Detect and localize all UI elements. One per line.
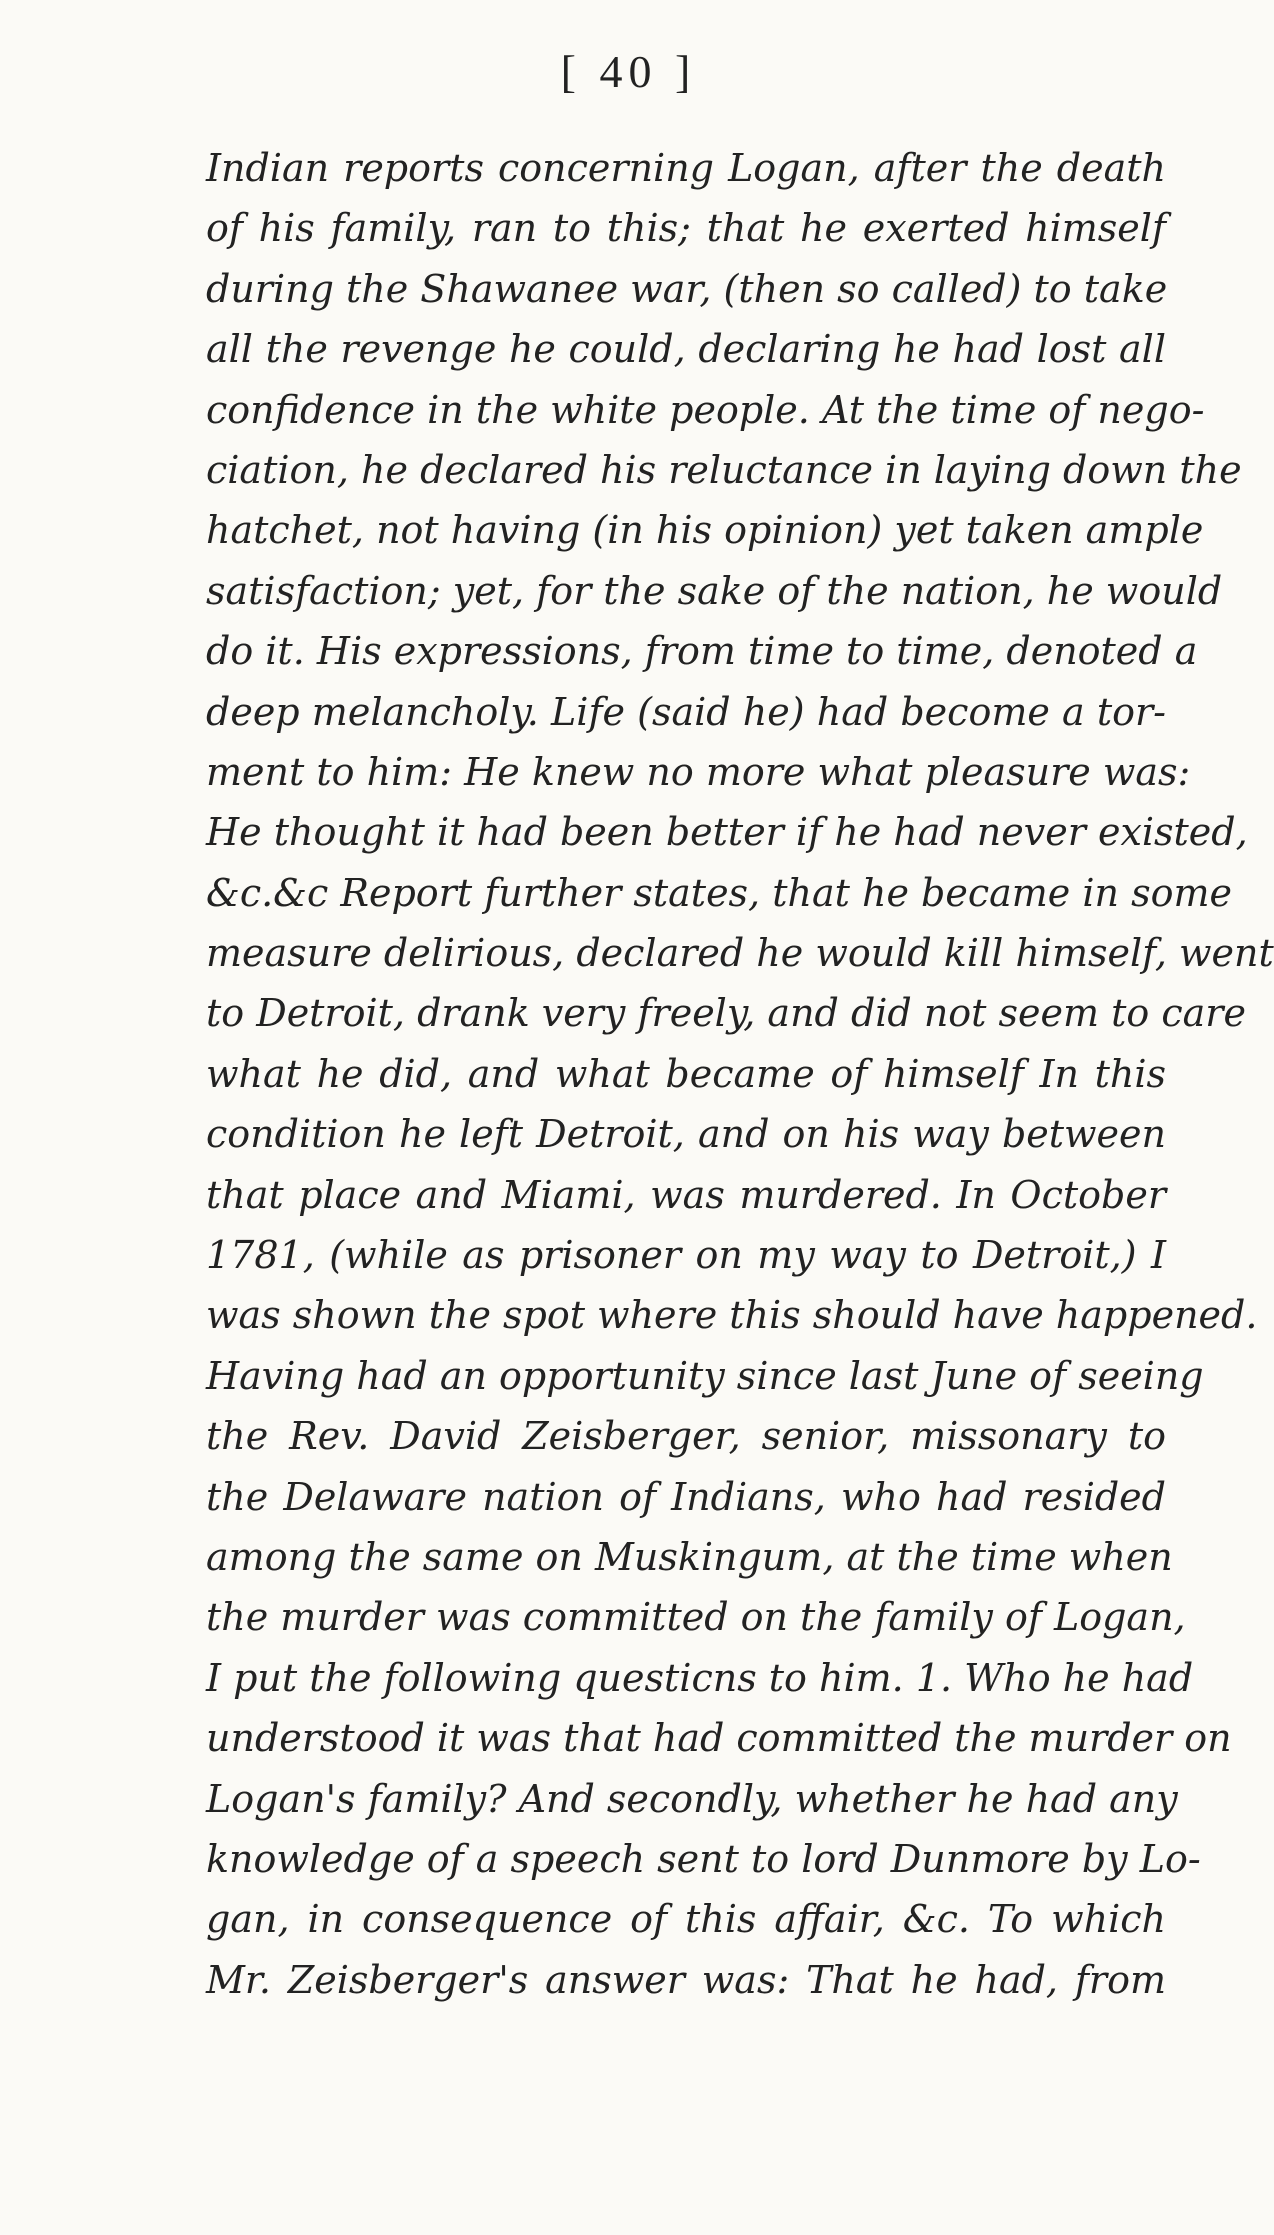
text-line: Having had an opportunity since last June of seeing [206, 1353, 1204, 1398]
text-line: measure delirious, declared he would kill himself, went [206, 931, 1274, 976]
text-line: Logan's family? And secondly, whether he had any [206, 1776, 1178, 1821]
text-line: Indian reports concerning Logan, after the death [206, 146, 1166, 190]
text-line: &c.&c Report further states, that he became in some [206, 870, 1232, 915]
text-line: all the revenge he could, declaring he had lost all [206, 327, 1166, 372]
page-number: [ 40 ] [560, 46, 697, 97]
text-line: I put the following questicns to him. 1. Who he had [206, 1655, 1194, 1700]
text-line: confidence in the white people. At the time of nego- [206, 387, 1205, 432]
text-line: the murder was committed on the family of Logan, [206, 1595, 1186, 1640]
text-line: was shown the spot where this should have happened. [206, 1293, 1258, 1338]
text-line: gan, in consequence of this affair, &c. To which [206, 1897, 1166, 1942]
text-line: understood it was that had committed the murder on [206, 1716, 1232, 1761]
text-line: condition he left Detroit, and on his way between [206, 1112, 1166, 1157]
text-line: Mr. Zeisberger's answer was: That he had, from [206, 1957, 1166, 2002]
text-line: the Rev. David Zeisberger, senior, missonary to [206, 1414, 1166, 1459]
text-line: hatchet, not having (in his opinion) yet taken ample [206, 508, 1204, 553]
text-line: He thought it had been better if he had never existed, [206, 810, 1248, 855]
text-line: of his family, ran to this; that he exerted himself [206, 206, 1166, 251]
text-line: to Detroit, drank very freely, and did not seem to care [206, 991, 1246, 1036]
text-line: do it. His expressions, from time to time, denoted a [206, 629, 1198, 674]
text-line: deep melancholy. Life (said he) had become a tor- [206, 689, 1166, 734]
text-line: the Delaware nation of Indians, who had resided [206, 1474, 1166, 1519]
text-line: 1781, (while as prisoner on my way to Detroit,) I [206, 1233, 1166, 1278]
text-line: ciation, he declared his reluctance in laying down the [206, 447, 1242, 492]
text-line: during the Shawanee war, (then so called) to take [206, 266, 1168, 311]
text-line: what he did, and what became of himself In this [206, 1051, 1166, 1096]
text-line: satisfaction; yet, for the sake of the nation, he would [206, 568, 1223, 613]
text-line: that place and Miami, was murdered. In October [206, 1172, 1166, 1217]
text-line: ment to him: He knew no more what pleasure was: [206, 749, 1191, 794]
body-text [206, 138, 1274, 2010]
text-line: knowledge of a speech sent to lord Dunmore by Lo- [206, 1836, 1201, 1881]
text-line: among the same on Muskingum, at the time when [206, 1534, 1173, 1579]
